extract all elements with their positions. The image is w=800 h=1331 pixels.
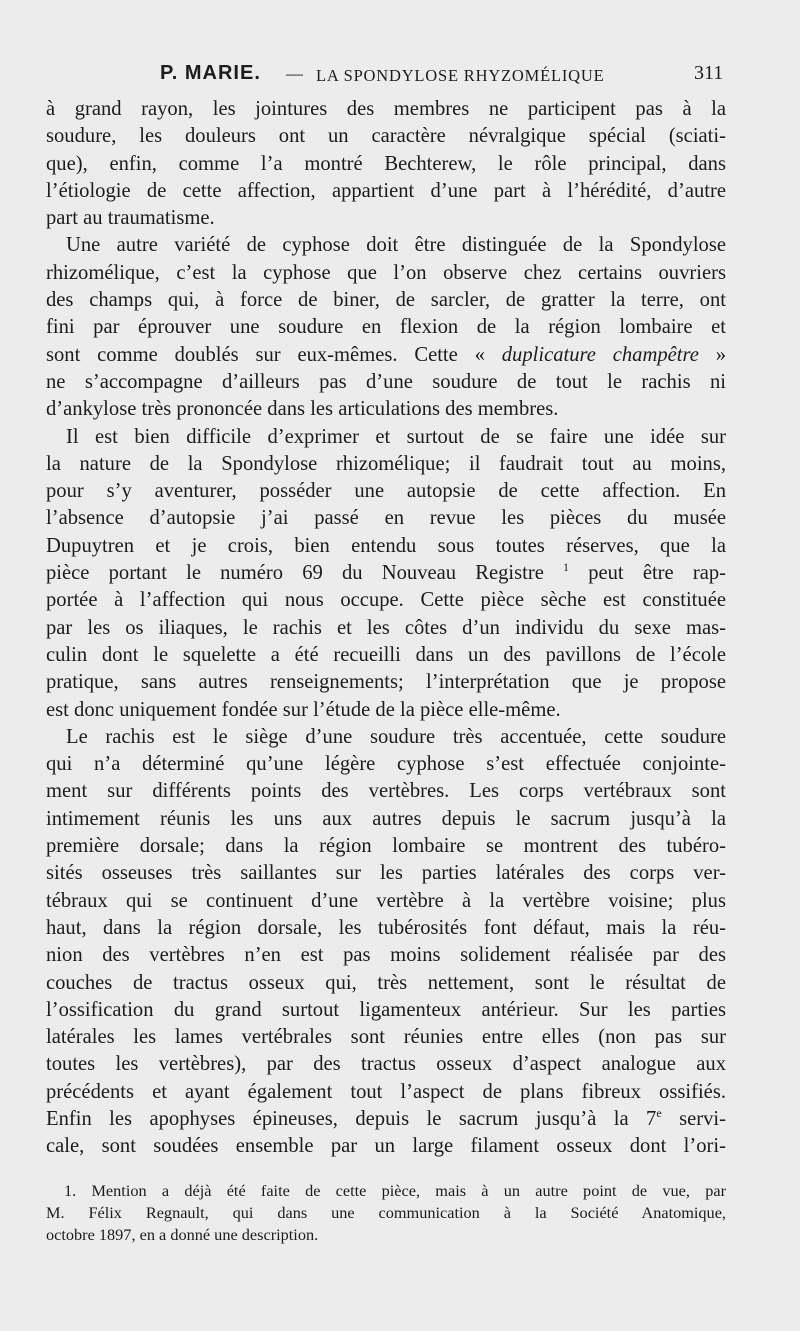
text-line: pour s’y aventurer, posséder une autopsie de cette affection. En [46, 480, 726, 503]
text-segment: pièce portant le numéro 69 du Nouveau Registre [46, 562, 564, 585]
text-line: l’ossification du grand surtout ligamenteux antérieur. Sur les parties [46, 998, 726, 1021]
header-author: P. MARIE. [160, 62, 261, 84]
text-line: qui n’a déterminé qu’une légère cyphose s’est effectuée conjointe- [46, 753, 726, 776]
text-line: sités osseuses très saillantes sur les parties latérales des corps ver- [46, 862, 726, 885]
text-line: que), enfin, comme l’a montré Bechterew, le rôle principal, dans [46, 152, 726, 175]
running-header [0, 58, 800, 88]
text-segment: Enfin les apophyses épineuses, depuis le sacrum jusqu’à la 7 [46, 1107, 657, 1130]
paragraph-4 [46, 724, 726, 1161]
text-line: l’absence d’autopsie j’ai passé en revue les pièces du musée [46, 507, 726, 530]
text-line: Une autre variété de cyphose doit être distinguée de la Spondylose [66, 234, 726, 257]
footnote-line: octobre 1897, en a donné une description. [46, 1225, 319, 1244]
italic-term: duplicature champêtre [501, 343, 699, 366]
text-line: Le rachis est le siège d’une soudure très accentuée, cette soudure [66, 725, 726, 748]
text-line: est donc uniquement fondée sur l’étude de la pièce elle-même. [46, 698, 561, 721]
header-running-title: LA SPONDYLOSE RHYZOMÉLIQUE [316, 66, 605, 85]
text-line: Dupuytren et je crois, bien entendu sous toutes réserves, que la [46, 534, 726, 557]
text-line: couches de tractus osseux qui, très nettement, sont le résultat de [46, 971, 726, 994]
text-line: l’étiologie de cette affection, appartient d’une part à l’hérédité, d’autre [46, 179, 726, 202]
text-line: nion des vertèbres n’en est pas moins solidement réalisée par des [46, 944, 726, 967]
paragraph-1 [46, 96, 726, 232]
text-line: pratique, sans autres renseignements; l’interprétation que je propose [46, 671, 726, 694]
text-line: fini par éprouver une soudure en flexion de la région lombaire et [46, 316, 726, 339]
paragraph-2 [46, 232, 726, 423]
text-segment: sont comme doublés sur eux-mêmes. Cette « [46, 343, 502, 366]
text-line: à grand rayon, les jointures des membres ne participent pas à la [46, 98, 726, 120]
paragraph-3 [46, 424, 726, 724]
text-line: rhizomélique, c’est la cyphose que l’on observe chez certains ouvriers [46, 261, 726, 284]
superscript: e [656, 1105, 662, 1120]
text-segment: » [698, 343, 727, 366]
text-line: soudure, les douleurs ont un caractère névralgique spécial (sciati- [46, 125, 726, 148]
text-line: précédents et ayant également tout l’aspect de plans fibreux ossifiés. [46, 1080, 726, 1103]
main-text [46, 96, 726, 1161]
text-line: intimement réunis les uns aux autres depuis le sacrum jusqu’à la [46, 807, 726, 830]
text-line: d’ankylose très prononcée dans les articulations des membres. [46, 398, 559, 421]
text-line-with-footnote-ref [46, 560, 726, 587]
text-line: des champs qui, à force de biner, de sarcler, de gratter la terre, ont [46, 289, 726, 312]
text-line: portée à l’affection qui nous occupe. Cette pièce sèche est constituée [46, 589, 726, 612]
footnote-line: M. Félix Regnault, qui dans une communication à la Société Anatomique, [46, 1203, 726, 1222]
text-line: culin dont le squelette a été recueilli dans un des pavillons de l’école [46, 643, 726, 666]
footnote-line: 1. Mention a déjà été faite de cette pièce, mais à un autre point de vue, par [64, 1181, 726, 1200]
text-line: toutes les vertèbres), par des tractus osseux d’aspect analogue aux [46, 1053, 726, 1076]
text-line: première dorsale; dans la région lombaire se montrent des tubéro- [46, 835, 726, 858]
header-dash: — [286, 64, 303, 83]
text-line: part au traumatisme. [46, 207, 215, 230]
text-line: cale, sont soudées ensemble par un large filament osseux dont l’ori- [46, 1135, 726, 1158]
footnote-reference[interactable]: 1 [563, 560, 570, 575]
text-segment: servi- [661, 1107, 726, 1130]
text-line-with-italic [46, 342, 726, 369]
text-line: ment sur différents points des vertèbres. Les corps vertébraux sont [46, 780, 726, 803]
footnote [46, 1180, 726, 1246]
page-number: 311 [694, 62, 724, 84]
text-line: haut, dans la région dorsale, les tubérosités font défaut, mais la réu- [46, 916, 726, 939]
text-line: tébraux qui se continuent d’une vertèbre à la vertèbre voisine; plus [46, 889, 726, 912]
text-line: Il est bien difficile d’exprimer et surtout de se faire une idée sur [66, 425, 726, 448]
text-line: la nature de la Spondylose rhizomélique; il faudrait tout au moins, [46, 452, 726, 475]
text-segment: peut être rap- [569, 562, 726, 585]
text-line: par les os iliaques, le rachis et les côtes d’un individu du sexe mas- [46, 616, 726, 639]
text-line-with-superscript [46, 1106, 726, 1133]
text-line: latérales les lames vertébrales sont réunies entre elles (non pas sur [46, 1026, 726, 1049]
text-line: ne s’accompagne d’ailleurs pas d’une soudure de tout le rachis ni [46, 370, 726, 393]
